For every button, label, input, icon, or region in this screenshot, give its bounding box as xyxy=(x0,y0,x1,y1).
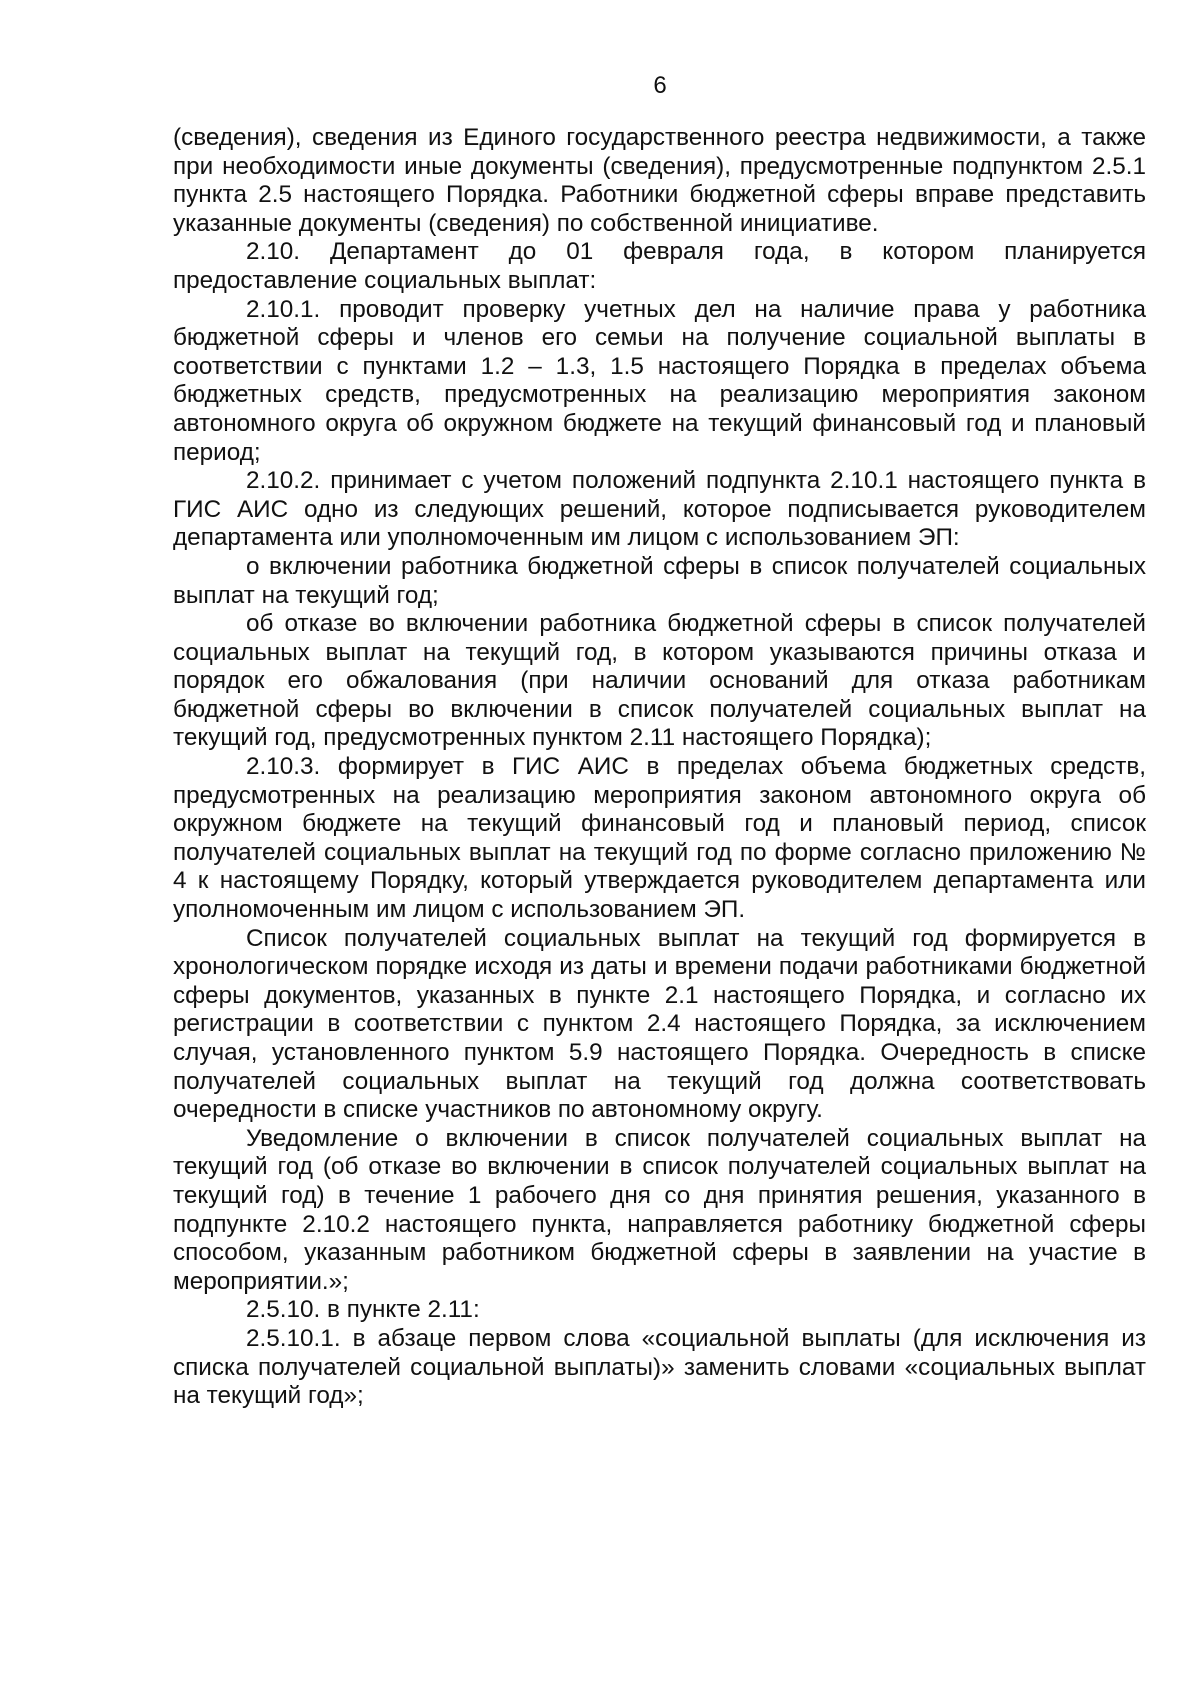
paragraph: 2.5.10. в пункте 2.11: xyxy=(246,1296,480,1324)
document-body xyxy=(173,124,1146,1411)
paragraph: Уведомление о включении в список получателей социальных выплат на текущий год (об отказе во включении в список получателей социальных выплат на текущий год) в течение 1 рабочего дня со дня принятия решения, указанного в подпункте 2.10.2 настоящего пункта, направляется работнику бюджетной сферы способом, указанным работником бюджетной сферы в заявлении на участие в мероприятии.»; xyxy=(173,1124,1146,1295)
paragraph: 2.10.3. формирует в ГИС АИС в пределах объема бюджетных средств, предусмотренных на реализацию мероприятия законом автономного округа об окружном бюджете на текущий финансовый год и плановый период, список получателей социальных выплат на текущий год по форме согласно приложению № 4 к настоящему Порядку, который утверждается руководителем департамента или уполномоченным им лицом с использованием ЭП. xyxy=(173,753,1146,924)
paragraph: 2.10.2. принимает с учетом положений подпункта 2.10.1 настоящего пункта в ГИС АИС одно из следующих решений, которое подписывается руководителем департамента или уполномоченным им лицом с использованием ЭП: xyxy=(173,467,1146,552)
paragraph: 2.10.1. проводит проверку учетных дел на наличие права у работника бюджетной сферы и членов его семьи на получение социальной выплаты в соответствии с пунктами 1.2 – 1.3, 1.5 настоящего Порядка в пределах объема бюджетных средств, предусмотренных на реализацию мероприятия законом автономного округа об окружном бюджете на текущий финансовый год и плановый период; xyxy=(173,295,1146,466)
page-number: 6 xyxy=(653,72,667,99)
paragraph: 2.10. Департамент до 01 февраля года, в котором планируется предоставление социальных выплат: xyxy=(173,238,1146,294)
paragraph: (сведения), сведения из Единого государственного реестра недвижимости, а также при необходимости иные документы (сведения), предусмотренные подпунктом 2.5.1 пункта 2.5 настоящего Порядка. Работники бюджетной сферы вправе представить указанные документы (сведения) по собственной инициативе. xyxy=(173,124,1146,237)
paragraph: об отказе во включении работника бюджетной сферы в список получателей социальных выплат на текущий год, в котором указываются причины отказа и порядок его обжалования (при наличии оснований для отказа работникам бюджетной сферы во включении в список получателей социальных выплат на текущий год, предусмотренных пунктом 2.11 настоящего Порядка); xyxy=(173,610,1146,752)
paragraph: 2.5.10.1. в абзаце первом слова «социальной выплаты (для исключения из списка получателей социальной выплаты)» заменить словами «социальных выплат на текущий год»; xyxy=(173,1324,1146,1410)
paragraph: о включении работника бюджетной сферы в список получателей социальных выплат на текущий год; xyxy=(173,552,1146,609)
paragraph: Список получателей социальных выплат на текущий год формируется в хронологическом порядке исходя из даты и времени подачи работниками бюджетной сферы документов, указанных в пункте 2.1 настоящего Порядка, и согласно их регистрации в соответствии с пунктом 2.4 настоящего Порядка, за исключением случая, установленного пунктом 5.9 настоящего Порядка. Очередность в списке получателей социальных выплат на текущий год должна соответствовать очередности в списке участников по автономному округу. xyxy=(173,924,1146,1124)
